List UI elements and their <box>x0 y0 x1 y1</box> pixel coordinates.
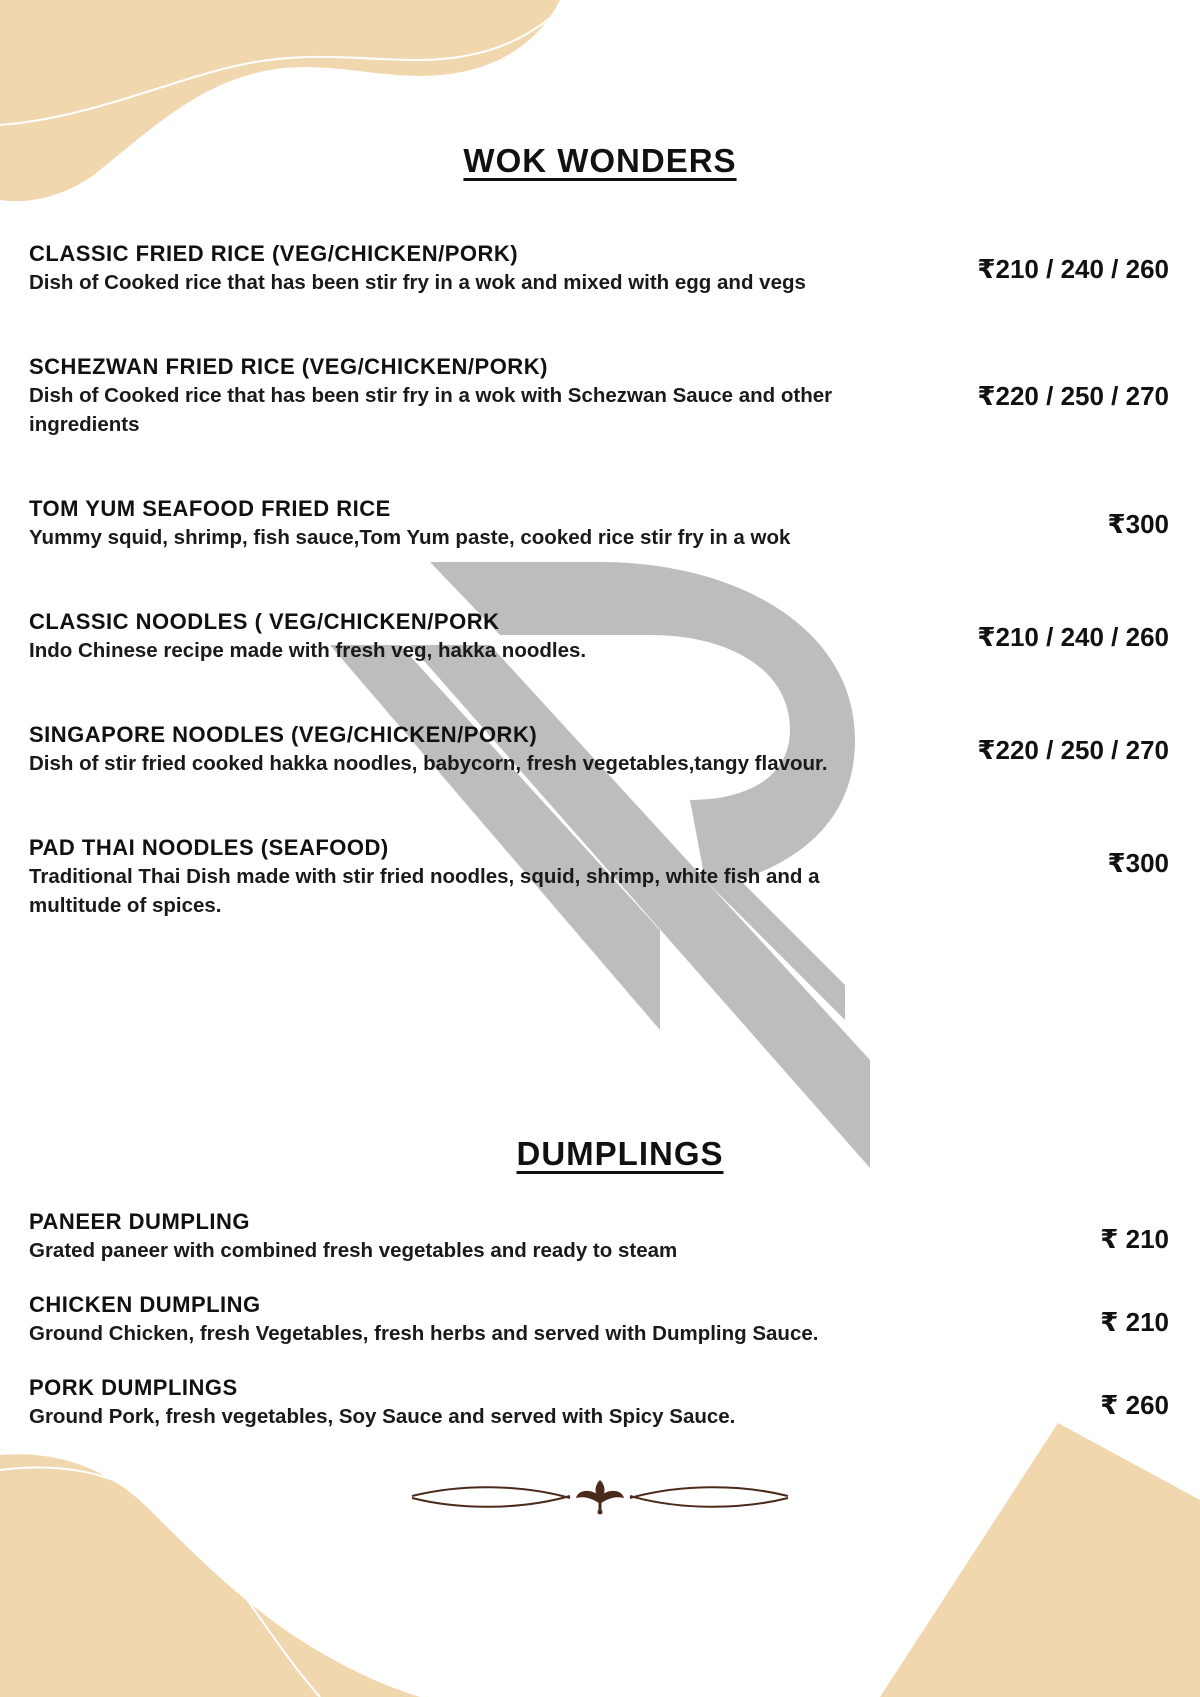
item-description: Dish of Cooked rice that has been stir fry in a wok and mixed with egg and vegs <box>29 271 806 294</box>
item-description: Yummy squid, shrimp, fish sauce,Tom Yum paste, cooked rice stir fry in a wok <box>29 526 791 549</box>
item-name: PANEER DUMPLING <box>29 1209 250 1234</box>
item-price: ₹300 <box>1107 509 1169 539</box>
item-name: SCHEZWAN FRIED RICE (VEG/CHICKEN/PORK) <box>29 354 548 379</box>
menu-item <box>29 353 1169 439</box>
item-description: Traditional Thai Dish made with stir fried noodles, squid, shrimp, white fish and a multitude of spices. <box>29 865 820 917</box>
item-description: Indo Chinese recipe made with fresh veg, hakka noodles. <box>29 639 587 662</box>
item-name: CLASSIC NOODLES ( VEG/CHICKEN/PORK <box>29 609 500 634</box>
item-description: Ground Pork, fresh vegetables, Soy Sauce and served with Spicy Sauce. <box>29 1405 736 1428</box>
section-title-wok-wonders: WOK WONDERS <box>463 142 737 179</box>
item-price: ₹220 / 250 / 270 <box>977 381 1169 411</box>
menu-item <box>29 1374 1169 1431</box>
item-name: CLASSIC FRIED RICE (VEG/CHICKEN/PORK) <box>29 241 519 266</box>
item-price: ₹210 / 240 / 260 <box>977 622 1169 652</box>
menu-item <box>29 495 1169 552</box>
menu-item <box>29 1208 1169 1265</box>
ornament-divider <box>410 1474 790 1520</box>
section-title-dumplings: DUMPLINGS <box>516 1135 724 1172</box>
menu-item <box>29 1291 1169 1348</box>
item-description: Ground Chicken, fresh Vegetables, fresh herbs and served with Dumpling Sauce. <box>29 1322 819 1345</box>
item-name: SINGAPORE NOODLES (VEG/CHICKEN/PORK) <box>29 722 538 747</box>
item-price: ₹ 210 <box>1100 1307 1169 1337</box>
item-price: ₹ 210 <box>1100 1224 1169 1254</box>
item-name: TOM YUM SEAFOOD FRIED RICE <box>29 496 391 521</box>
item-description: Grated paneer with combined fresh vegetables and ready to steam <box>29 1239 678 1262</box>
menu-item <box>29 240 1169 297</box>
item-description: Dish of stir fried cooked hakka noodles, babycorn, fresh vegetables,tangy flavour. <box>29 752 828 775</box>
item-price: ₹210 / 240 / 260 <box>977 254 1169 284</box>
item-name: PORK DUMPLINGS <box>29 1375 238 1400</box>
item-name: PAD THAI NOODLES (SEAFOOD) <box>29 835 389 860</box>
item-price: ₹ 260 <box>1100 1390 1169 1420</box>
item-description: Dish of Cooked rice that has been stir fry in a wok with Schezwan Sauce and other ingredients <box>29 384 833 436</box>
menu-item <box>29 608 1169 665</box>
item-price: ₹300 <box>1107 848 1169 878</box>
item-name: CHICKEN DUMPLING <box>29 1292 261 1317</box>
menu-item <box>29 834 1169 920</box>
item-price: ₹220 / 250 / 270 <box>977 735 1169 765</box>
menu-item <box>29 721 1169 778</box>
